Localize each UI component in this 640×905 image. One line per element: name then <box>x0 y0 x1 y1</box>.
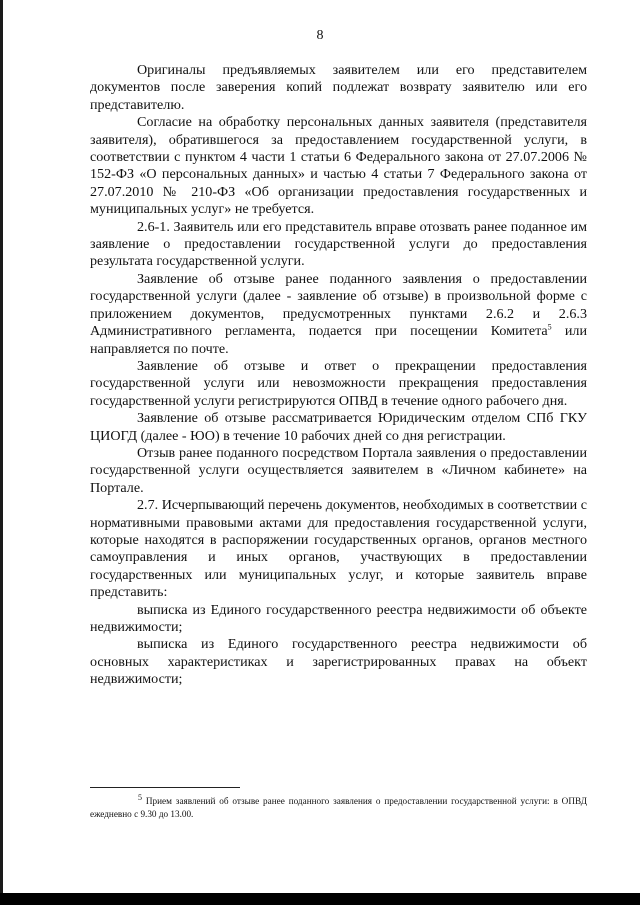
paragraph-portal-withdrawal: Отзыв ранее поданного посредством Портала заявления о предоставлении государственной услуги осуществляется заявителем в «Личном кабинете» на Портале. <box>90 444 587 496</box>
scan-left-edge <box>0 0 3 905</box>
footnote-marker: 5 <box>138 792 142 802</box>
paragraph-review: Заявление об отзыве рассматривается Юридическим отделом СПб ГКУ ЦИОГД (далее - ЮО) в течение 10 рабочих дней со дня регистрации. <box>90 410 587 444</box>
list-item-extract-characteristics: выписка из Единого государственного реестра недвижимости об основных характеристиках и зарегистрированных правах на объект недвижимости; <box>90 636 587 688</box>
paragraph-originals: Оригиналы предъявляемых заявителем или его представителем документов после заверения копий подлежат возврату заявителю или его представителю. <box>90 62 587 113</box>
page-number: 8 <box>316 28 324 43</box>
paragraph-consent: Согласие на обработку персональных данных заявителя (представителя заявителя), обратившегося за предоставлением государственной услуги, в соответствии с пунктом 4 части 1 статьи 6 Федерального закона от 27.07.2006 № 152-ФЗ «О персональных данных» и частью 4 статьи 7 Федерального закона от 27.07.2010 № 210-ФЗ «Об организации предоставления государственных и муниципальных услуг» не требуется. <box>90 114 587 218</box>
paragraph-2-6-1: 2.6-1. Заявитель или его представитель вправе отозвать ранее поданное им заявление о предоставлении государственной услуги до предоставления результата государственной услуги. <box>90 218 587 270</box>
footnote-divider <box>90 787 240 788</box>
list-item-extract-object: выписка из Единого государственного реестра недвижимости об объекте недвижимости; <box>90 601 587 635</box>
scan-bottom-edge <box>0 893 640 905</box>
document-body <box>90 62 587 689</box>
footnote-reference: 5 <box>547 322 552 332</box>
paragraph-text-tail: или направляется по почте. <box>90 323 587 357</box>
paragraph-2-7: 2.7. Исчерпывающий перечень документов, необходимых в соответствии с нормативными правовыми актами для предоставления государственной услуги, которые находятся в распоряжении государственных органов, органов местного самоуправления и иных органов, участвующих в предоставлении государственных или муниципальных услуг, и которые заявитель вправе представить: <box>90 497 587 601</box>
paragraph-registration: Заявление об отзыве и ответ о прекращении предоставления государственной услуги или невозможности прекращения предоставления государственной услуги регистрируются ОПВД в течение одного рабочего дня. <box>90 357 587 409</box>
paragraph-withdrawal-application <box>90 271 587 358</box>
paragraph-text: Заявление об отзыве ранее поданного заявления о предоставлении государственной услуги (далее - заявление об отзыве) в произвольной форме с приложением документов, предусмотренных пунктами 2.6.2 и 2.6.3 Административного регламента, подается при посещении Комитета <box>90 270 587 340</box>
footnote-text: Прием заявлений об отзыве ранее поданного заявления о предоставлении государственной услуги: в ОПВД ежедневно с 9.30 до 13.00. <box>90 796 588 819</box>
footnote <box>90 792 588 821</box>
